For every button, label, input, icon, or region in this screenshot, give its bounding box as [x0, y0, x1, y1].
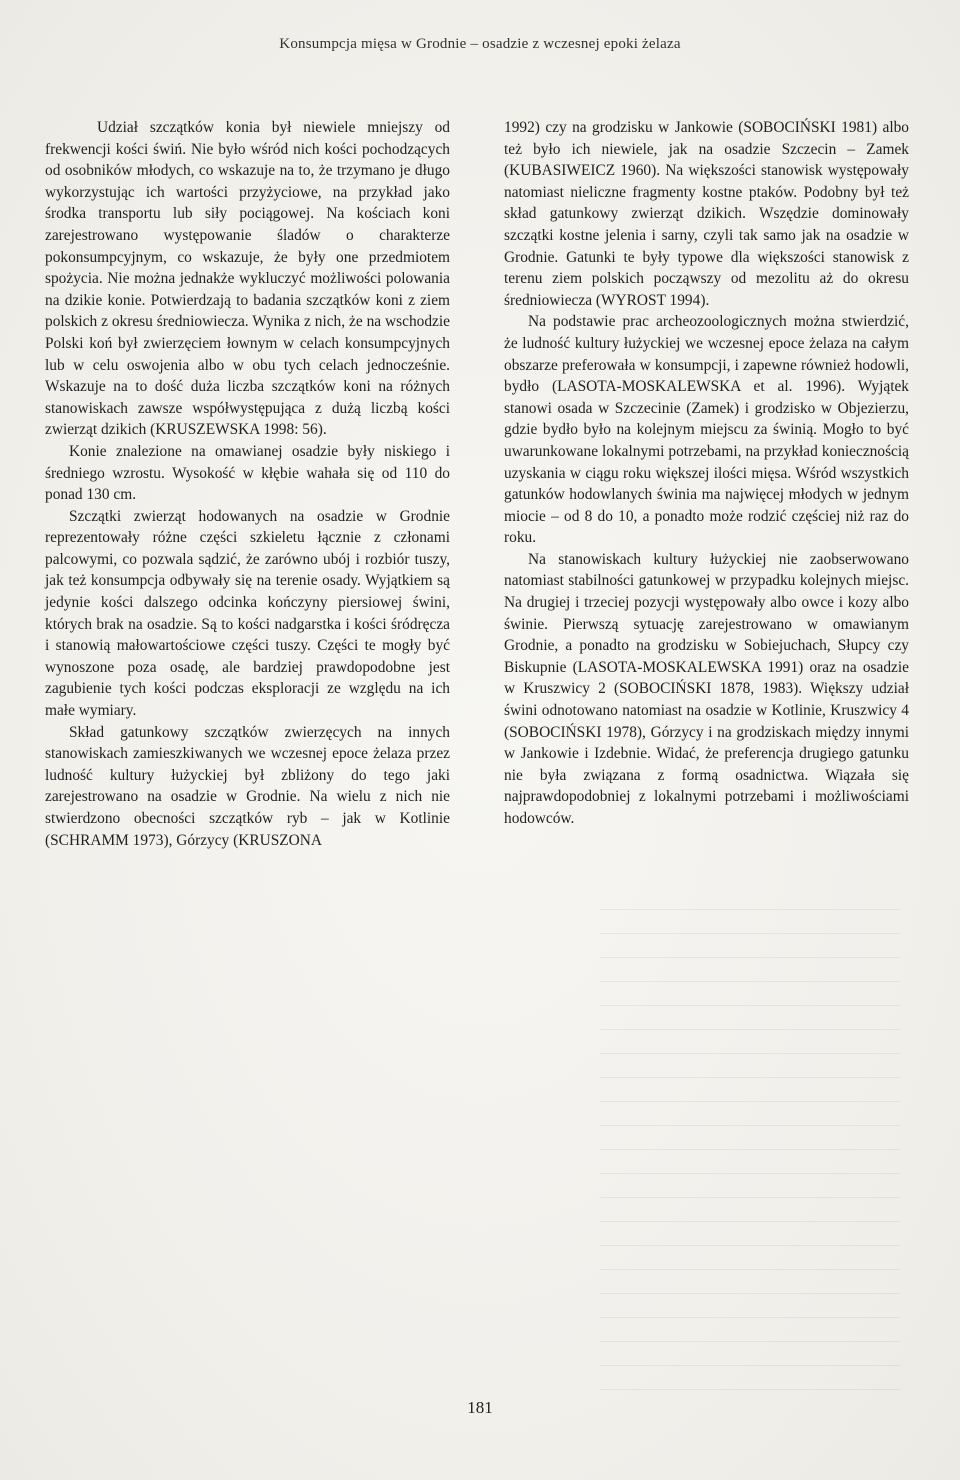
right-column	[504, 117, 909, 830]
running-header: Konsumpcja mięsa w Grodnie – osadzie z wczesnej epoki żelaza	[279, 36, 681, 52]
paragraph: Szczątki zwierząt hodowanych na osadzie w Grodnie reprezentowały różne części szkieletu łącznie z członami palcowymi, co pozwala sądzić, że zarówno ubój i rozbiór tuszy, jak też konsumpcja odbywały się na terenie osady. Wyjątkiem są jedynie kości dalszego odcinka kończyny piersiowej świni, których brak na osadzie. Są to kości nadgarstka i kości śródręcza i stanowią małowartościowe części tuszy. Części te mogły być wynoszone poza osadę, ale bardziej prawdopodobne jest zagubienie tych kości podczas eksploracji ze względu na ich małe wymiary.	[45, 507, 450, 720]
bleed-through-texture	[600, 890, 900, 1390]
paragraph: Na stanowiskach kultury łużyckiej nie zaobserwowano natomiast stabilności gatunkowej w przypadku kolejnych miejsc. Na drugiej i trzeciej pozycji występowały albo owce i kozy albo świnie. Pierwszą sytuację zarejestrowano w omawianym Grodnie, a ponadto na grodzisku w Sobiejuchach, Słupcy czy Biskupnie (LASOTA-MOSKALEWSKA 1991) oraz na osadzie w Kruszwicy 2 (SOBOCIŃSKI 1878, 1983). Większy udział świni odnotowano natomiast na osadzie w Kotlinie, Kruszwicy 4 (SOBOCIŃSKI 1978), Górzycy i na grodziskach między innymi w Jankowie i Izdebnie. Widać, że preferencja drugiego gatunku nie była związana z formą osadnictwa. Wiązała się najprawdopodobniej z lokalnymi potrzebami i możliwościami hodowców.	[504, 550, 909, 827]
page-number: 181	[467, 1398, 493, 1417]
paragraph: 1992) czy na grodzisku w Jankowie (SOBOCIŃSKI 1981) albo też było ich niewiele, jak na osadzie Szczecin – Zamek (KUBASIWEICZ 1960). Na większości stanowisk występowały natomiast nieliczne fragmenty kostne ptaków. Podobny był też skład gatunkowy zwierząt dzikich. Wszędzie dominowały szczątki kostne jelenia i sarny, czyli tak samo jak na osadzie w Grodnie. Gatunki te były typowe dla większości stanowisk z terenu ziem polskich począwszy od mezolitu aż do okresu średniowiecza (WYROST 1994).	[504, 119, 909, 309]
left-column	[45, 117, 450, 851]
paragraph: Konie znalezione na omawianej osadzie były niskiego i średniego wzrostu. Wysokość w kłębie wahała się od 110 do ponad 130 cm.	[45, 442, 450, 504]
paragraph: Skład gatunkowy szczątków zwierzęcych na innych stanowiskach zamieszkiwanych we wczesnej epoce żelaza przez ludność kultury łużyckiej był zbliżony do tego jaki zarejestrowano na osadzie w Grodnie. Na wielu z nich nie stwierdzono obecności szczątków ryb – jak w Kotlinie (SCHRAMM 1973), Górzycy (KRUSZONA	[45, 723, 450, 849]
paragraph: Udział szczątków konia był niewiele mniejszy od frekwencji kości świń. Nie było wśród nich kości pochodzących od osobników młodych, co wskazuje na to, że trzymano je długo wykorzystując ich wartości przyżyciowe, na przykład jako środka transportu lub siły pociągowej. Na kościach koni zarejestrowano występowanie śladów o charakterze pokonsumpcyjnym, co wskazuje, że były one przedmiotem spożycia. Nie można jednakże wykluczyć możliwości polowania na dzikie konie. Potwierdzają to badania szczątków koni z ziem polskich z okresu średniowiecza. Wynika z nich, że na wschodzie Polski koń był zwierzęciem łownym w celach konsumpcyjnych lub w celu oswojenia albo w obu tych celach jednocześnie. Wskazuje na to dość duża liczba szczątków koni na różnych stanowiskach zawsze współwystępująca z dużą liczbą kości zwierząt dzikich (KRUSZEWSKA 1998: 56).	[45, 119, 450, 439]
paragraph: Na podstawie prac archeozoologicznych można stwierdzić, że ludność kultury łużyckiej we wczesnej epoce żelaza na całym obszarze preferowała w konsumpcji, i zapewne również hodowli, bydło (LASOTA-MOSKALEWSKA et al. 1996). Wyjątek stanowi osada w Szczecinie (Zamek) i grodzisko w Objezierzu, gdzie bydło było na kolejnym miejscu za świnią. Mogło to być uwarunkowane lokalnymi potrzebami, na przykład koniecznością uzyskania w ciągu roku większej ilości mięsa. Wśród wszystkich gatunków hodowlanych świnia ma najwięcej młodych w jednym miocie – od 8 do 10, a ponadto może rodzić częściej niż raz do roku.	[504, 313, 909, 547]
